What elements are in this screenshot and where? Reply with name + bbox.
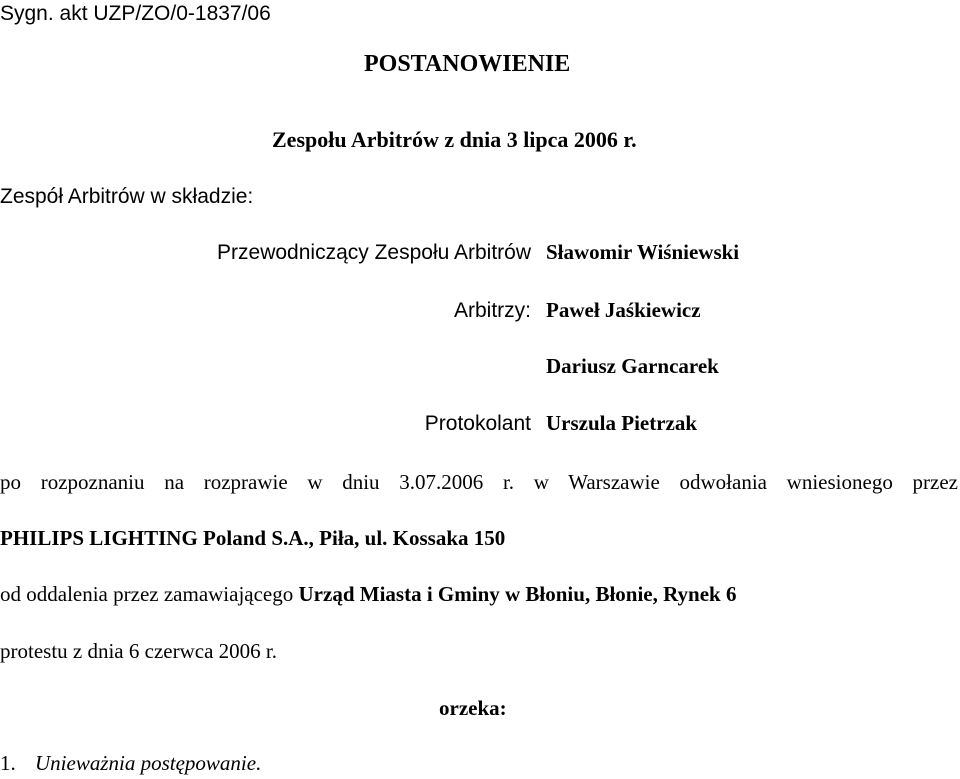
appellant-name: PHILIPS LIGHTING Poland S.A., Piła, ul. Kossaka 150: [0, 526, 506, 550]
hearing-statement: po rozpoznaniu na rozprawie w dniu 3.07.2006 r. w Warszawie odwołania wniesionego przez: [0, 470, 958, 494]
arbiter-name-2: Dariusz Garncarek: [546, 354, 719, 378]
panel-intro: Zespół Arbitrów w składzie:: [0, 185, 254, 208]
arbiter-name-1: Paweł Jaśkiewicz: [546, 298, 701, 322]
case-reference: Sygn. akt UZP/ZO/0-1837/06: [0, 2, 271, 25]
document-title: POSTANOWIENIE: [364, 51, 571, 77]
clerk-label: Protokolant: [424, 412, 531, 435]
protest-date-line: protestu z dnia 6 czerwca 2006 r.: [0, 639, 277, 663]
contracting-authority-prefix: od oddalenia przez zamawiającego: [0, 582, 294, 606]
chair-label: Przewodniczący Zespołu Arbitrów: [217, 241, 531, 264]
decision-item-number: 1.: [0, 751, 16, 775]
document-subtitle: Zespołu Arbitrów z dnia 3 lipca 2006 r.: [272, 127, 637, 152]
decision-heading: orzeka:: [439, 696, 507, 720]
clerk-name: Urszula Pietrzak: [546, 411, 698, 435]
decision-item-1: [0, 753, 261, 774]
contracting-authority-name: Urząd Miasta i Gminy w Błoniu, Błonie, Rynek 6: [298, 582, 737, 606]
contracting-authority-line: [0, 584, 736, 605]
arbiters-label: Arbitrzy:: [453, 299, 531, 322]
chair-name: Sławomir Wiśniewski: [546, 240, 740, 264]
decision-item-text: Unieważnia postępowanie.: [35, 751, 262, 775]
